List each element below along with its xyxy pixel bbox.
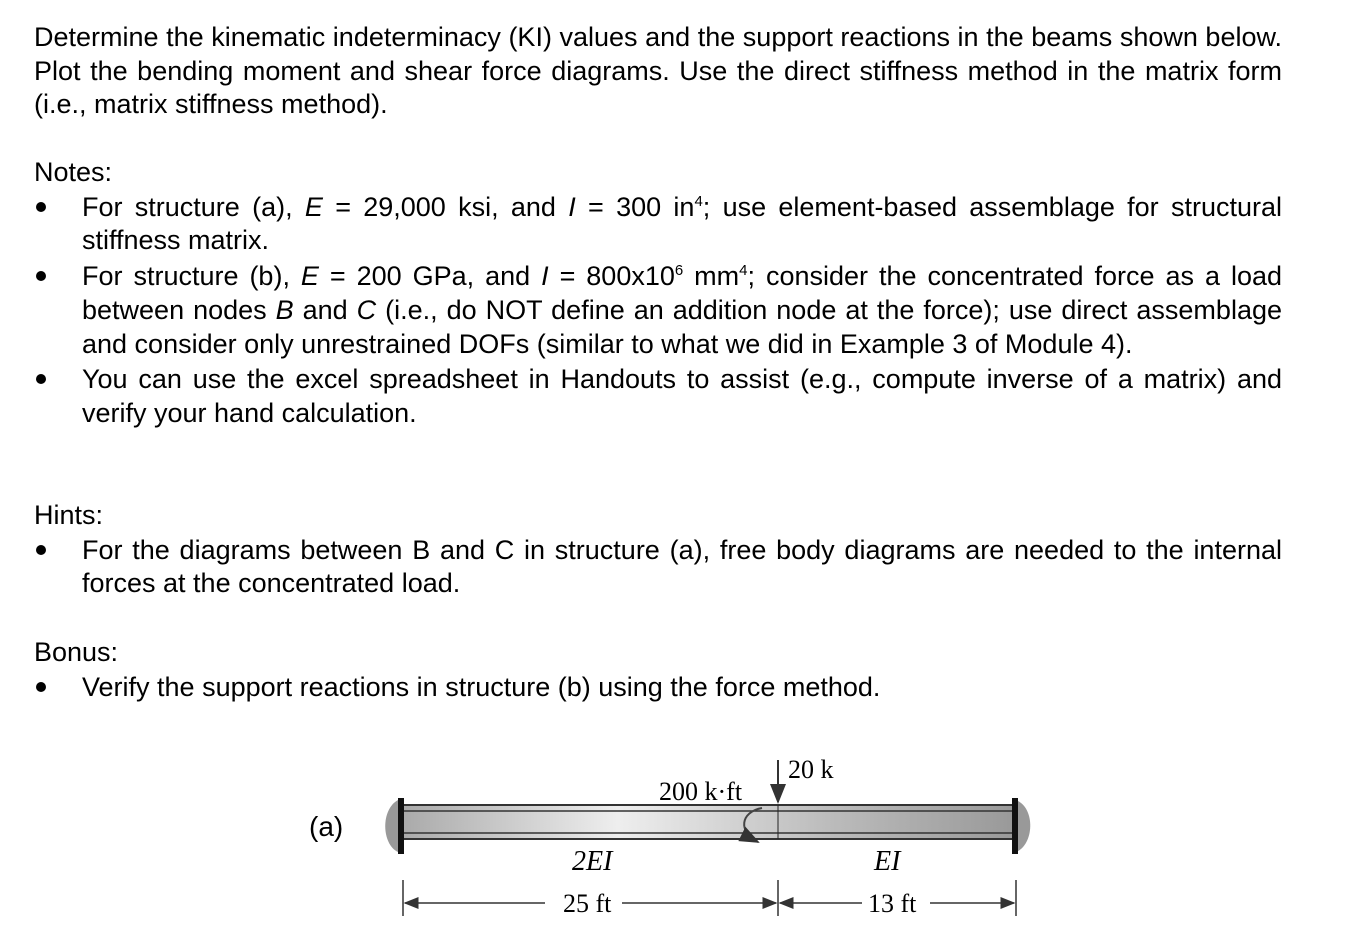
hints-section (34, 499, 1282, 601)
bullet-icon (34, 534, 48, 568)
notes-bullet-2: For structure (b), E = 200 GPa, and $I = 800x10^6$ $mm^4$; consider the concentrated force as a load between nodes B and C (i.e., do NOT define an addition node at the force); use direct assemblage and consider only unrestrained DOFs (similar to what we did in Example 3 of Module 4). (34, 260, 1282, 361)
segment-2-stiffness: EI (874, 846, 901, 877)
notes-bullet-3: You can use the excel spreadsheet in Handouts to assist (e.g., compute inverse of a matrix) and verify your hand calculation. (34, 363, 1282, 430)
bullet-icon (34, 260, 48, 294)
bullet-icon (34, 363, 48, 397)
bonus-bullet-1: Verify the support reactions in structure (b) using the force method. (34, 671, 1282, 705)
intro-paragraph (34, 21, 1282, 122)
moment-label: 200 k·ft (659, 777, 743, 806)
segment-2-length: 13 ft (868, 889, 917, 918)
hints-heading: Hints: (34, 500, 104, 530)
figure-label: (a) (309, 811, 344, 842)
bonus-heading: Bonus: (34, 637, 119, 667)
notes-section (34, 156, 1282, 431)
hints-bullet-1: For the diagrams between B and C in structure (a), free body diagrams are needed to the internal forces at the concentrated load. (34, 534, 1282, 601)
segment-1-length: 25 ft (563, 889, 612, 918)
beam (403, 805, 1016, 839)
segment-1-stiffness: 2EI (572, 846, 613, 877)
notes-heading: Notes: (34, 157, 113, 187)
point-load-label: 20 k (788, 755, 834, 784)
intro-text: Determine the kinematic indeterminacy (KI) values and the support reactions in the beams shown below. Plot the bending moment and shear force diagrams. Use the direct stiffness method in the matrix form (i.e., matrix stiffness method). (34, 22, 1282, 120)
fixed-support-right (1016, 800, 1030, 852)
dimension-lines (403, 880, 1016, 916)
beam-figure (0, 740, 1368, 942)
notes-bullet-1: For structure (a), E = 29,000 ksi, and I = 300 $in^4$; use element-based assemblage for structural stiffness matrix. (34, 191, 1282, 258)
bonus-section (34, 636, 1282, 704)
bullet-icon (34, 671, 48, 705)
bullet-icon (34, 191, 48, 225)
fixed-support-left (385, 800, 398, 852)
